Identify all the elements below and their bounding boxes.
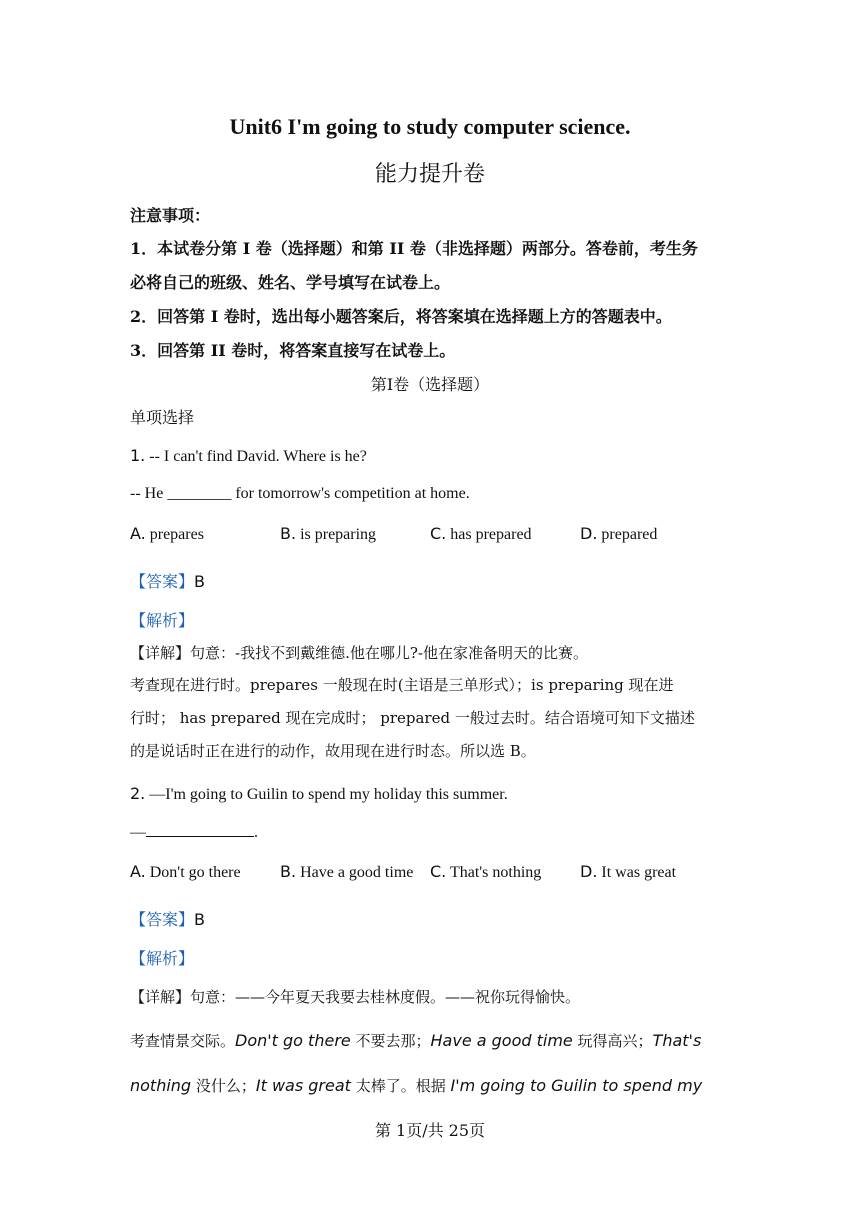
q2-exp-1d: Have a good time [430, 1031, 573, 1050]
q1-option-a[interactable] [130, 524, 204, 544]
q2-option-c-letter: C. [430, 862, 447, 881]
q1-analysis-label [130, 608, 194, 631]
q1-option-b-text: is preparing [296, 526, 377, 543]
q1-detail: 【详解】句意：-我找不到戴维德.他在哪儿?-他在家准备明天的比赛。 [130, 644, 588, 662]
q2-analysis-label [130, 946, 194, 969]
q1-answer [130, 569, 205, 592]
q2-option-a-letter: A. [130, 862, 146, 881]
notice-heading: 注意事项： [130, 206, 211, 225]
q2-explanation-line-1 [130, 1030, 701, 1051]
q2-answer [130, 907, 205, 930]
q2-answer-value: B [194, 910, 205, 929]
question-2-number: 2. [130, 784, 146, 803]
notice-item-1-line-1: 1．本试卷分第 I 卷（选择题）和第 II 卷（非选择题）两部分。答卷前，考生务 [130, 239, 698, 258]
q2-option-c-text: That's nothing [446, 864, 542, 881]
page-footer: 第 1页/共 25页 [374, 1121, 486, 1140]
q1-option-a-text: prepares [145, 526, 204, 543]
q2-dash: — [130, 824, 146, 841]
q1-option-d-text: prepared [597, 526, 658, 543]
q2-exp-2a: nothing [130, 1076, 192, 1095]
q1-option-b[interactable] [280, 524, 376, 544]
q2-exp-2c: It was great [255, 1076, 351, 1095]
q2-option-b-letter: B. [280, 862, 297, 881]
q1-explanation-line-3: 的是说话时正在进行的动作，故用现在进行时态。所以选 B。 [130, 742, 536, 760]
q1-option-b-letter: B. [280, 524, 297, 543]
q2-analysis-label-text: 【解析】 [130, 949, 195, 968]
question-2-line-2 [130, 822, 258, 842]
q1-option-d[interactable] [580, 524, 657, 544]
document-subtitle: 能力提升卷 [374, 162, 485, 187]
notice-item-1-line-2: 必将自己的班级、姓名、学号填写在试卷上。 [130, 273, 451, 292]
q2-exp-2e: I'm going to Guilin to spend my [450, 1076, 703, 1095]
notice-item-3: 3．回答第 II 卷时，将答案直接写在试卷上。 [130, 341, 456, 360]
q2-exp-2b: 没什么； [191, 1077, 256, 1095]
notice-item-2: 2．回答第 I 卷时，选出每小题答案后，将答案填在选择题上方的答题表中。 [130, 307, 672, 326]
q2-answer-label: 【答案】 [130, 910, 195, 929]
answer-blank[interactable] [146, 822, 254, 837]
question-1-line-1: -- I can't find David. Where is he? [145, 448, 367, 465]
question-1-stem [130, 446, 367, 466]
q2-exp-1f: That's [652, 1031, 702, 1050]
q2-option-a-text: Don't go there [145, 864, 241, 881]
q1-explanation-line-1: 考查现在进行时。prepares 一般现在时(主语是三单形式）；is preparing 现在进 [130, 676, 674, 694]
q2-option-b[interactable] [280, 862, 413, 882]
q2-option-d[interactable] [580, 862, 676, 882]
question-1-number: 1. [130, 446, 146, 465]
q2-explanation-line-2 [130, 1075, 702, 1096]
q2-option-a[interactable] [130, 862, 241, 882]
document-title: Unit6 I'm going to study computer science. [229, 114, 631, 139]
question-2-line-1: —I'm going to Guilin to spend my holiday this summer. [145, 786, 508, 803]
q2-option-c[interactable] [430, 862, 541, 882]
q1-option-c[interactable] [430, 524, 532, 544]
q2-exp-1b: Don't go there [235, 1031, 351, 1050]
section-title: 第Ⅰ卷（选择题） [370, 375, 490, 394]
section-subtitle: 单项选择 [130, 408, 195, 427]
q2-period: . [254, 824, 258, 841]
q2-option-d-text: It was great [597, 864, 677, 881]
question-2-stem [130, 784, 508, 804]
q2-exp-1e: 玩得高兴； [572, 1032, 653, 1050]
q1-analysis-label-text: 【解析】 [130, 611, 195, 630]
q1-explanation-line-2: 行时； has prepared 现在完成时； prepared 一般过去时。结合语境可知下文描述 [130, 709, 695, 727]
q1-option-c-letter: C. [430, 524, 447, 543]
q2-option-d-letter: D. [580, 862, 598, 881]
q1-option-d-letter: D. [580, 524, 598, 543]
q1-option-c-text: has prepared [446, 526, 532, 543]
q2-detail: 【详解】句意：——今年夏天我要去桂林度假。——祝你玩得愉快。 [130, 988, 581, 1006]
q1-option-a-letter: A. [130, 524, 146, 543]
q1-answer-value: B [194, 572, 205, 591]
q2-exp-1c: 不要去那； [350, 1032, 431, 1050]
q2-exp-1a: 考查情景交际。 [130, 1032, 236, 1050]
q2-option-b-text: Have a good time [296, 864, 414, 881]
q1-answer-label: 【答案】 [130, 572, 195, 591]
q2-exp-2d: 太棒了。根据 [350, 1077, 451, 1095]
question-1-line-2: -- He ________ for tomorrow's competition at home. [130, 485, 470, 502]
